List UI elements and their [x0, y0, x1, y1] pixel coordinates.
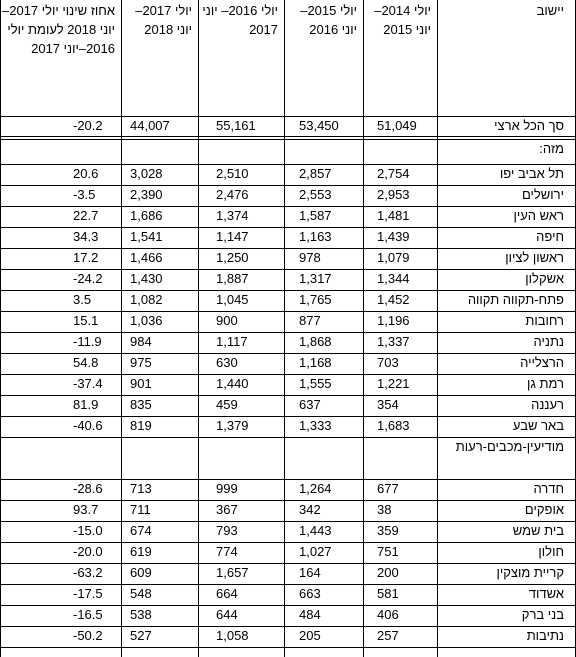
cell-y1: 1,337 — [377, 334, 410, 349]
cell-y4: 713 — [130, 481, 152, 496]
cell-city: אשדוד — [528, 586, 564, 601]
cell-city: נתיבות — [526, 628, 564, 643]
cell-city: אופקים — [524, 502, 564, 517]
cell-y2: 978 — [299, 250, 321, 265]
cell-pct: 17.2 — [73, 250, 99, 265]
grid-hline — [0, 563, 576, 564]
table-row — [0, 116, 576, 136]
cell-y4: 901 — [130, 376, 152, 391]
cell-y4: 548 — [130, 586, 152, 601]
cell-city: פתח-תקווה תקווה — [467, 292, 564, 307]
cell-y2: 164 — [299, 565, 321, 580]
cell-y3: 1,058 — [216, 628, 249, 643]
cell-y2: 1,264 — [299, 481, 332, 496]
grid-hline — [0, 227, 576, 228]
cell-pct: -40.6 — [73, 418, 103, 433]
cell-y1: 751 — [377, 544, 399, 559]
cell-y3: 1,440 — [216, 376, 249, 391]
table-row — [0, 374, 576, 395]
cell-y1: 703 — [377, 355, 399, 370]
cell-y3 — [198, 437, 284, 479]
cell-y2: 2,857 — [299, 166, 332, 181]
grid-hline — [0, 584, 576, 585]
cell-pct: -63.2 — [73, 565, 103, 580]
cell-y2: 1,027 — [299, 544, 332, 559]
cell-y4: 1,686 — [130, 208, 163, 223]
cell-y2: 877 — [299, 313, 321, 328]
cell-y2: 1,163 — [299, 229, 332, 244]
cell-pct: -28.6 — [73, 481, 103, 496]
cell-y2 — [284, 139, 363, 164]
cell-y3: 459 — [216, 397, 238, 412]
cell-y3: 644 — [216, 607, 238, 622]
cell-y4: 1,541 — [130, 229, 163, 244]
grid-hline — [0, 605, 576, 606]
header-year-4: יולי 2017– יוני 2018 — [135, 3, 192, 37]
cell-city: אשקלון — [525, 271, 564, 286]
cell-y1: 1,221 — [377, 376, 410, 391]
cell-city: רחובות — [525, 313, 564, 328]
cell-pct: 81.9 — [73, 397, 99, 412]
grid-vline — [121, 0, 122, 657]
cell-y3: 630 — [216, 355, 238, 370]
cell-y3: 793 — [216, 523, 238, 538]
cell-y4: 619 — [130, 544, 152, 559]
grid-hline — [0, 374, 576, 375]
cell-y1: 581 — [377, 586, 399, 601]
cell-pct: -16.5 — [73, 607, 103, 622]
cell-city: מזה: — [539, 141, 564, 156]
cell-y4: 44,007 — [130, 118, 170, 133]
cell-city: רעננה — [531, 397, 564, 412]
cell-y4: 3,028 — [130, 166, 163, 181]
header-year-1: יולי 2014– יוני 2015 — [374, 3, 431, 37]
grid-hline — [0, 353, 576, 354]
cell-city: נתניה — [533, 334, 564, 349]
cell-y1: 51,049 — [377, 118, 417, 133]
cell-y3: 1,379 — [216, 418, 249, 433]
cell-y2: 663 — [299, 586, 321, 601]
grid-hline — [0, 332, 576, 333]
cell-y1: 1,452 — [377, 292, 410, 307]
cell-city: חדרה — [533, 481, 564, 496]
header-year-3: יולי 2016– יוני 2017 — [202, 3, 278, 37]
cell-y2: 1,587 — [299, 208, 332, 223]
cell-y1: 359 — [377, 523, 399, 538]
grid-vline — [0, 0, 1, 657]
table-row — [0, 584, 576, 605]
grid-hline — [0, 626, 576, 627]
cell-pct: -17.5 — [73, 586, 103, 601]
grid-hline — [0, 437, 576, 438]
grid-hline — [0, 542, 576, 543]
cell-y1: 1,481 — [377, 208, 410, 223]
cell-y4: 609 — [130, 565, 152, 580]
cell-y2 — [284, 437, 363, 479]
cell-y4: 819 — [130, 418, 152, 433]
table-row — [0, 164, 576, 185]
cell-y1: 677 — [377, 481, 399, 496]
cell-pct: -37.4 — [73, 376, 103, 391]
cell-y1 — [363, 437, 437, 479]
table-row — [0, 605, 576, 626]
header-row — [0, 0, 576, 116]
cell-y1: 257 — [377, 628, 399, 643]
cell-pct — [0, 139, 121, 164]
table-row — [0, 395, 576, 416]
cell-y1: 1,683 — [377, 418, 410, 433]
table-row — [0, 500, 576, 521]
cell-pct: -50.2 — [73, 628, 103, 643]
cell-y1 — [363, 139, 437, 164]
cell-city: מודיעין-מכבים-רעות — [455, 439, 564, 454]
cell-y1: 354 — [377, 397, 399, 412]
table-row — [0, 290, 576, 311]
cell-y3: 1,374 — [216, 208, 249, 223]
cell-y3 — [198, 139, 284, 164]
cell-y2: 1,765 — [299, 292, 332, 307]
cell-y2: 2,553 — [299, 187, 332, 202]
grid-hline — [0, 269, 576, 270]
cell-pct: 15.1 — [73, 313, 99, 328]
cell-y4 — [121, 437, 198, 479]
cell-y3: 664 — [216, 586, 238, 601]
table-row — [0, 185, 576, 206]
table-row — [0, 248, 576, 269]
cell-city: ראשון לציון — [505, 250, 564, 265]
cell-y3: 2,476 — [216, 187, 249, 202]
cell-y2: 1,443 — [299, 523, 332, 538]
cell-pct: 93.7 — [73, 502, 99, 517]
cell-y3: 900 — [216, 313, 238, 328]
grid-vline — [284, 0, 285, 657]
cell-y2: 637 — [299, 397, 321, 412]
grid-hline — [0, 395, 576, 396]
table-row — [0, 626, 576, 647]
cell-y2: 342 — [299, 502, 321, 517]
cell-pct: 20.6 — [73, 166, 99, 181]
cell-city: סך הכל ארצי — [494, 118, 564, 133]
grid-vline — [363, 0, 364, 657]
cell-city: רמת גן — [527, 376, 564, 391]
cell-y2: 1,555 — [299, 376, 332, 391]
cell-y1: 1,079 — [377, 250, 410, 265]
cell-y4: 1,082 — [130, 292, 163, 307]
cell-y4: 2,390 — [130, 187, 163, 202]
cell-pct: 34.3 — [73, 229, 99, 244]
grid-vline — [437, 0, 438, 657]
cell-y4: 1,466 — [130, 250, 163, 265]
grid-hline — [0, 185, 576, 186]
cell-y1: 1,196 — [377, 313, 410, 328]
table-row — [0, 311, 576, 332]
cell-y2: 1,333 — [299, 418, 332, 433]
cell-y2: 53,450 — [299, 118, 339, 133]
cell-city: קריית מוצקין — [496, 565, 564, 580]
cell-y2: 1,868 — [299, 334, 332, 349]
cell-y2: 1,317 — [299, 271, 332, 286]
table-row — [0, 437, 576, 479]
cell-pct: 54.8 — [73, 355, 99, 370]
cell-y1: 38 — [377, 502, 392, 517]
cell-pct: -24.2 — [73, 271, 103, 286]
grid-hline — [0, 311, 576, 312]
grid-hline — [0, 416, 576, 417]
cell-y3: 367 — [216, 502, 238, 517]
cell-y3: 774 — [216, 544, 238, 559]
cell-city: בית שמש — [512, 523, 564, 538]
table-row — [0, 206, 576, 227]
header-city: יישוב — [536, 3, 564, 18]
grid-hline — [0, 206, 576, 207]
table-row — [0, 479, 576, 500]
cell-city: בני ברק — [521, 607, 564, 622]
cell-y1: 1,344 — [377, 271, 410, 286]
grid-hline — [0, 500, 576, 501]
table-row — [0, 269, 576, 290]
grid-hline — [0, 116, 576, 117]
header-pct-change: אחוז שינוי יולי 2017–יוני 2018 לעומת יולי 2016–יוני 2017 — [2, 3, 115, 56]
cell-y4: 527 — [130, 628, 152, 643]
cell-pct: 3.5 — [73, 292, 92, 307]
cell-y4: 1,430 — [130, 271, 163, 286]
cell-y4: 1,036 — [130, 313, 163, 328]
grid-hline — [0, 248, 576, 249]
cell-pct: -11.9 — [73, 334, 102, 349]
cell-y4 — [121, 139, 198, 164]
cell-y2: 484 — [299, 607, 321, 622]
cell-y1: 406 — [377, 607, 399, 622]
header-year-2: יולי 2015– יוני 2016 — [300, 3, 357, 37]
table-row — [0, 227, 576, 248]
cell-pct: 22.7 — [73, 208, 99, 223]
cell-y3: 1,250 — [216, 250, 249, 265]
cell-y3: 55,161 — [216, 118, 256, 133]
grid-hline — [0, 136, 576, 137]
cell-y3: 1,657 — [216, 565, 249, 580]
cell-y4: 711 — [130, 502, 151, 517]
cell-y1: 200 — [377, 565, 399, 580]
cell-city: באר שבע — [512, 418, 564, 433]
table-row — [0, 353, 576, 374]
cell-y3: 1,045 — [216, 292, 249, 307]
cell-city: ירושלים — [521, 187, 564, 202]
cell-y4: 674 — [130, 523, 152, 538]
cell-city: הרצלייה — [520, 355, 564, 370]
cell-y3: 1,887 — [216, 271, 249, 286]
table-row — [0, 542, 576, 563]
grid-hline — [0, 647, 576, 648]
cell-pct: -20.0 — [73, 544, 103, 559]
table-row — [0, 416, 576, 437]
grid-hline — [0, 139, 576, 140]
grid-hline — [0, 521, 576, 522]
cell-pct: -15.0 — [73, 523, 103, 538]
cell-city: תל אביב יפו — [499, 166, 564, 181]
cell-y3: 1,147 — [216, 229, 249, 244]
cell-y1: 2,953 — [377, 187, 410, 202]
cell-y1: 2,754 — [377, 166, 410, 181]
table-row — [0, 332, 576, 353]
cell-y4: 984 — [130, 334, 152, 349]
cell-y4: 975 — [130, 355, 152, 370]
table-row — [0, 563, 576, 584]
table-row — [0, 521, 576, 542]
cell-pct: -20.2 — [73, 118, 103, 133]
grid-hline — [0, 290, 576, 291]
cell-y3: 2,510 — [216, 166, 249, 181]
cell-y3: 1,117 — [216, 334, 248, 349]
table-row — [0, 139, 576, 164]
cell-y3: 999 — [216, 481, 238, 496]
cell-y1: 1,439 — [377, 229, 410, 244]
cell-y2: 1,168 — [299, 355, 332, 370]
cell-y4: 835 — [130, 397, 152, 412]
grid-vline — [198, 0, 199, 657]
grid-hline — [0, 164, 576, 165]
grid-hline — [0, 479, 576, 480]
cell-y2: 205 — [299, 628, 321, 643]
cell-city: ראש העין — [513, 208, 564, 223]
cell-y4: 538 — [130, 607, 152, 622]
cell-city: חיפה — [536, 229, 564, 244]
cell-city: חולון — [538, 544, 564, 559]
cell-pct: -3.5 — [73, 187, 96, 202]
cell-pct — [0, 437, 121, 479]
